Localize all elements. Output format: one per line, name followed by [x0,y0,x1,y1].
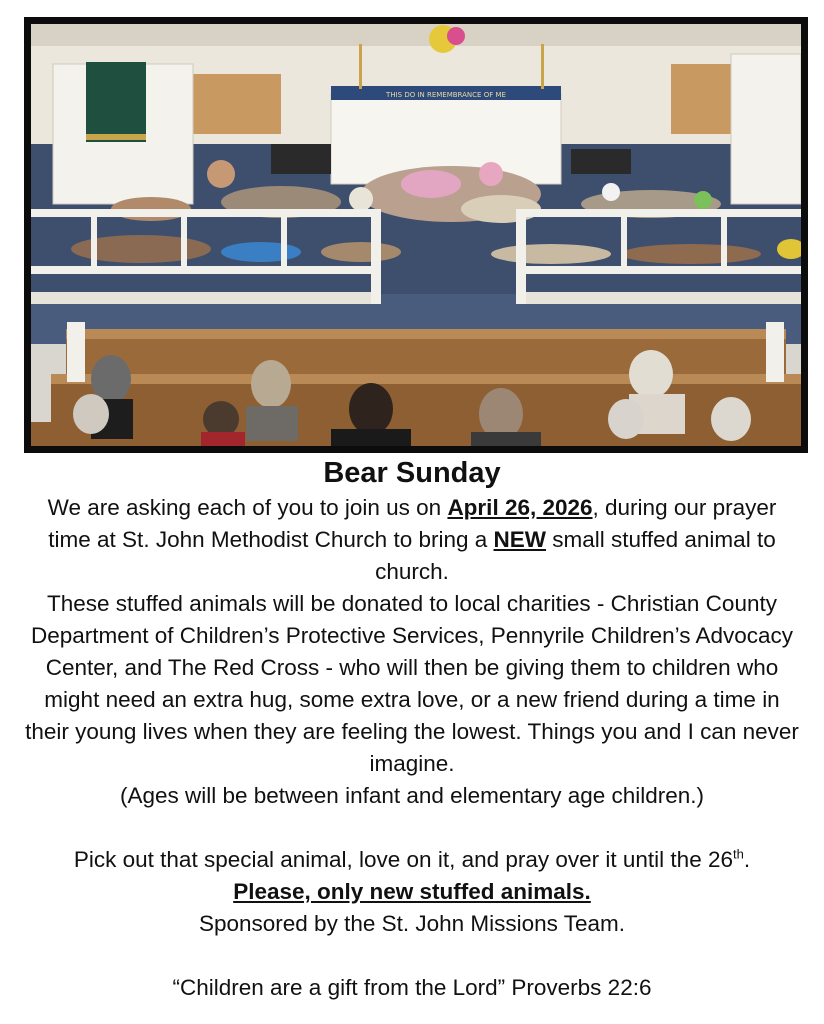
flyer-text [0,452,824,1004]
sanctuary-illustration [31,24,801,446]
intro-text-start: We are asking each of you to join us on [47,495,448,520]
intro-text-middle: , during our prayer time at St. John Methodist Church to bring a [48,495,777,552]
flyer-title: Bear Sunday [323,457,501,489]
new-only-note: Please, only new stuffed animals. [233,879,591,904]
church-photo-frame [24,17,808,453]
bible-verse: “Children are a gift from the Lord” Proverbs 22:6 [172,975,652,1000]
altar-banner-text: THIS DO IN REMEMBRANCE OF ME [386,91,506,99]
donation-paragraph: These stuffed animals will be donated to local charities - Christian County Department of Children’s Protective Services, Pennyrile Children’s Advocacy Center, and The Red Cross - who will then be giving them to children who might need an extra hug, some extra love, or a new friend during a time in their young lives when they are feeling the lowest. Things you and I can never imagine. [25,591,799,776]
event-date: April 26, 2026 [447,495,593,520]
ordinal-suffix: th [733,846,744,862]
new-emphasis: NEW [493,527,547,552]
pick-paragraph [0,844,824,876]
church-photo [31,24,801,446]
intro-text-end: small stuffed animal to church. [375,527,776,584]
intro-paragraph [0,492,824,588]
pick-end: . [743,847,751,872]
sponsor-line: Sponsored by the St. John Missions Team. [198,911,626,936]
pick-text: Pick out that special animal, love on it, and pray over it until the 26 [73,847,733,872]
pews [31,322,801,446]
ages-note: (Ages will be between infant and elementary age children.) [119,783,705,808]
